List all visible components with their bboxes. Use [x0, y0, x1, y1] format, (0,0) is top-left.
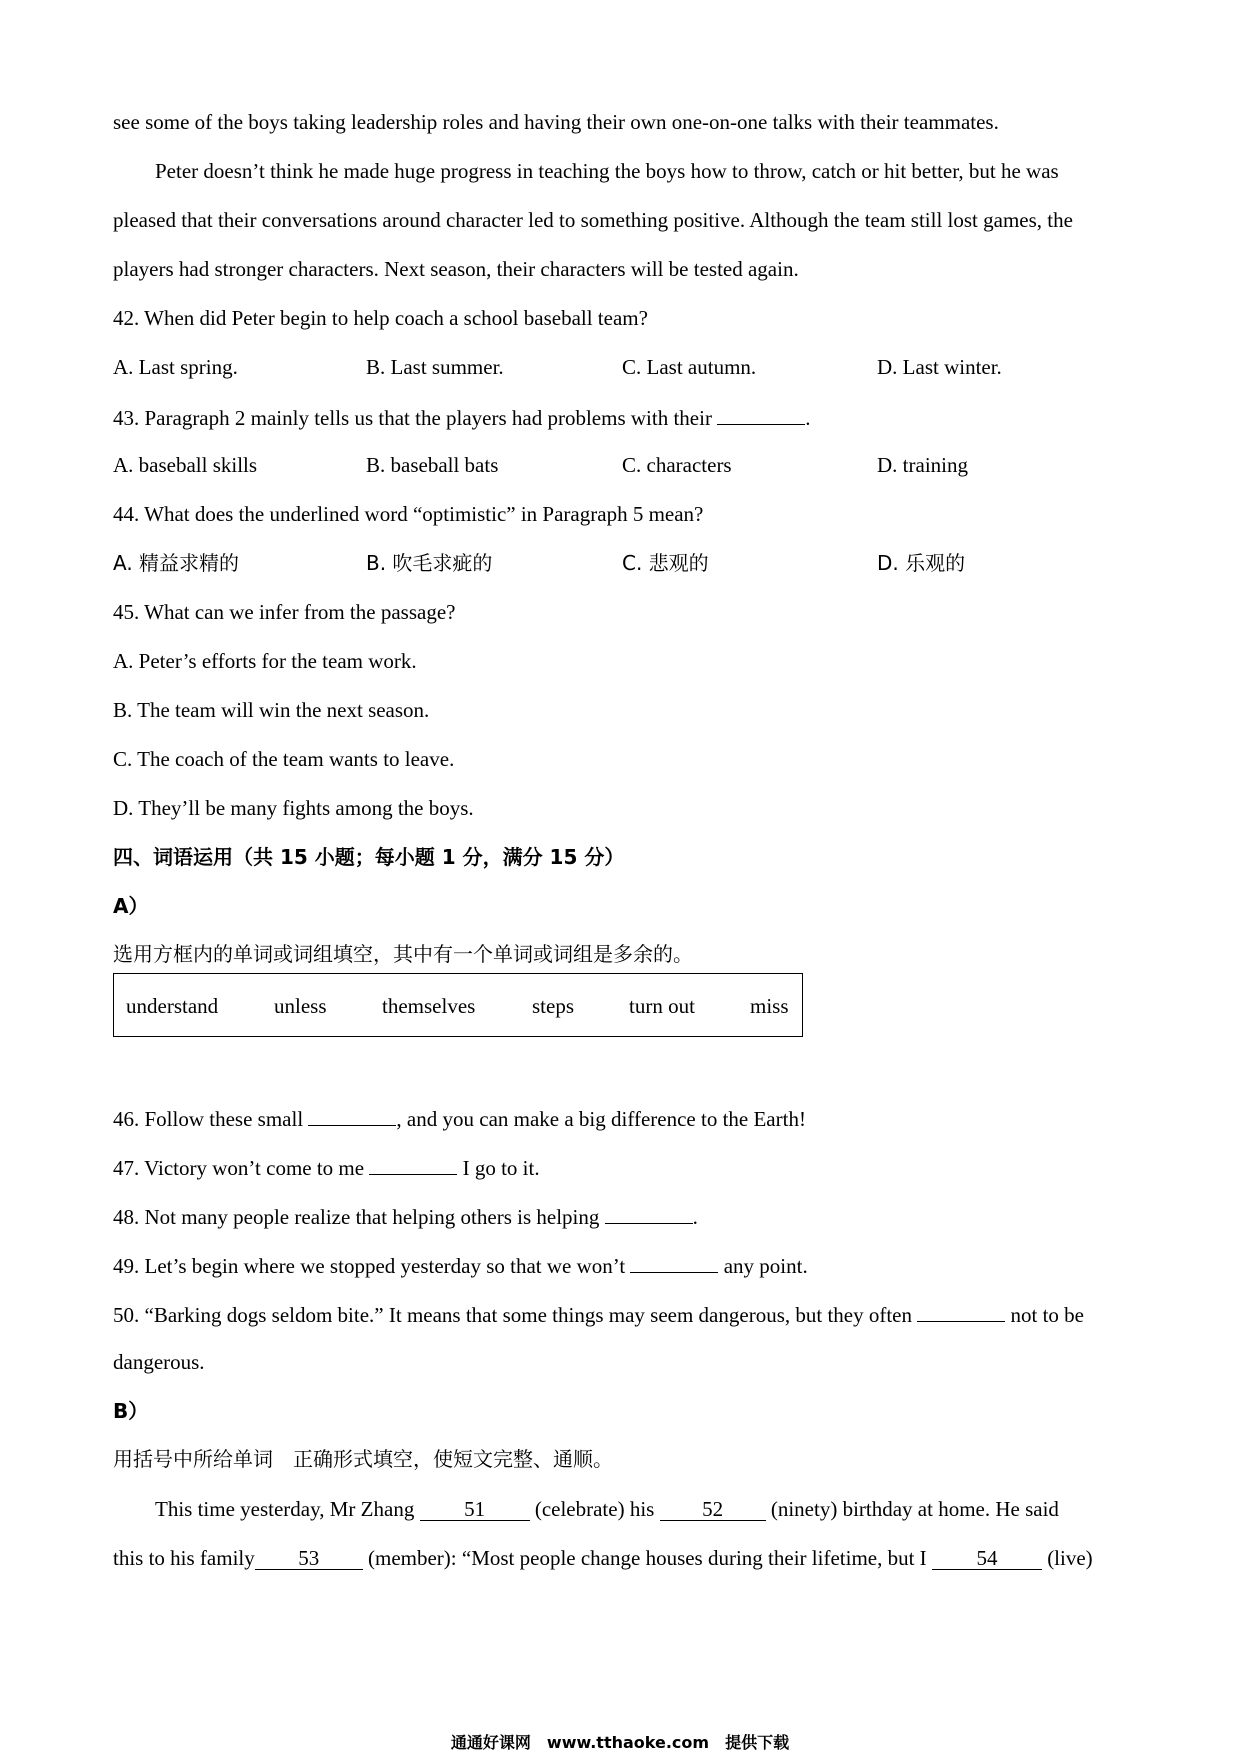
passage-line: Peter doesn’t think he made huge progress in teaching the boys how to throw, catch or hit better, but he was: [155, 159, 1059, 183]
part-b-text-line: this to his family 53 (member): “Most people change houses during their lifetime, but I 54 (live): [113, 1546, 1093, 1570]
answer-blank: [630, 1254, 718, 1273]
part-b-text-line: This time yesterday, Mr Zhang 51 (celebrate) his 52 (ninety) birthday at home. He said: [155, 1497, 1059, 1521]
answer-blank: [717, 406, 805, 425]
part-b-label: B）: [113, 1399, 149, 1423]
part-a-instruction: 选用方框内的单词或词组填空，其中有一个单词或词组是多余的。: [113, 942, 693, 966]
word-bank-item: themselves: [382, 994, 476, 1018]
option-b: B. 吹毛求疵的: [366, 551, 493, 575]
question-stem: 44. What does the underlined word “optimistic” in Paragraph 5 mean?: [113, 502, 704, 526]
numbered-blank: 53: [255, 1548, 363, 1570]
word-bank-box: [113, 973, 803, 1037]
option-c: C. Last autumn.: [622, 355, 757, 379]
answer-blank: [605, 1205, 693, 1224]
numbered-blank: 51: [420, 1499, 530, 1521]
option-d: D. 乐观的: [877, 551, 966, 575]
option-b: B. Last summer.: [366, 355, 504, 379]
word-bank-item: turn out: [629, 994, 695, 1018]
underlined-word: optimistic: [422, 502, 507, 526]
question-50: 50. “Barking dogs seldom bite.” It means that some things may seem dangerous, but they often not to be: [113, 1303, 1085, 1327]
question-49: 49. Let’s begin where we stopped yesterday so that we won’t any point.: [113, 1254, 808, 1278]
answer-blank: [917, 1303, 1005, 1322]
part-a-label: A）: [113, 894, 149, 918]
passage-line: see some of the boys taking leadership roles and having their own one-on-one talks with their teammates.: [113, 110, 999, 134]
passage-line: players had stronger characters. Next season, their characters will be tested again.: [113, 257, 799, 281]
option-b: B. The team will win the next season.: [113, 698, 430, 722]
option-d: D. training: [877, 453, 968, 477]
page-footer: 通通好课网 www.tthaoke.com 提供下载: [450, 1733, 790, 1752]
part-b-instruction: 用括号中所给单词 正确形式填空，使短文完整、通顺。: [113, 1447, 613, 1471]
question-46: 46. Follow these small , and you can make a big difference to the Earth!: [113, 1107, 806, 1131]
question-48: 48. Not many people realize that helping others is helping .: [113, 1205, 698, 1229]
option-a: A. Last spring.: [113, 355, 238, 379]
option-a: A. baseball skills: [113, 453, 258, 477]
answer-blank: [308, 1107, 396, 1126]
option-b: B. baseball bats: [366, 453, 499, 477]
option-c: C. 悲观的: [622, 551, 709, 575]
option-d: D. They’ll be many fights among the boys.: [113, 796, 474, 820]
word-bank-item: unless: [274, 994, 327, 1018]
question-stem: 43. Paragraph 2 mainly tells us that the players had problems with their .: [113, 406, 811, 430]
word-bank-item: understand: [126, 994, 219, 1018]
word-bank-item: steps: [532, 994, 574, 1018]
word-bank-item: miss: [750, 994, 789, 1018]
option-d: D. Last winter.: [877, 355, 1002, 379]
option-c: C. characters: [622, 453, 732, 477]
question-47: 47. Victory won’t come to me I go to it.: [113, 1156, 540, 1180]
numbered-blank: 54: [932, 1548, 1042, 1570]
answer-blank: [369, 1156, 457, 1175]
section-title: 四、词语运用（共 15 小题；每小题 1 分，满分 15 分）: [113, 845, 625, 869]
question-stem: 45. What can we infer from the passage?: [113, 600, 456, 624]
option-a: A. Peter’s efforts for the team work.: [113, 649, 417, 673]
option-a: A. 精益求精的: [113, 551, 240, 575]
option-c: C. The coach of the team wants to leave.: [113, 747, 455, 771]
numbered-blank: 52: [660, 1499, 766, 1521]
question-50-continued: dangerous.: [113, 1350, 205, 1374]
question-stem: 42. When did Peter begin to help coach a school baseball team?: [113, 306, 648, 330]
passage-line: pleased that their conversations around character led to something positive. Although the team still lost games, the: [113, 208, 1073, 232]
